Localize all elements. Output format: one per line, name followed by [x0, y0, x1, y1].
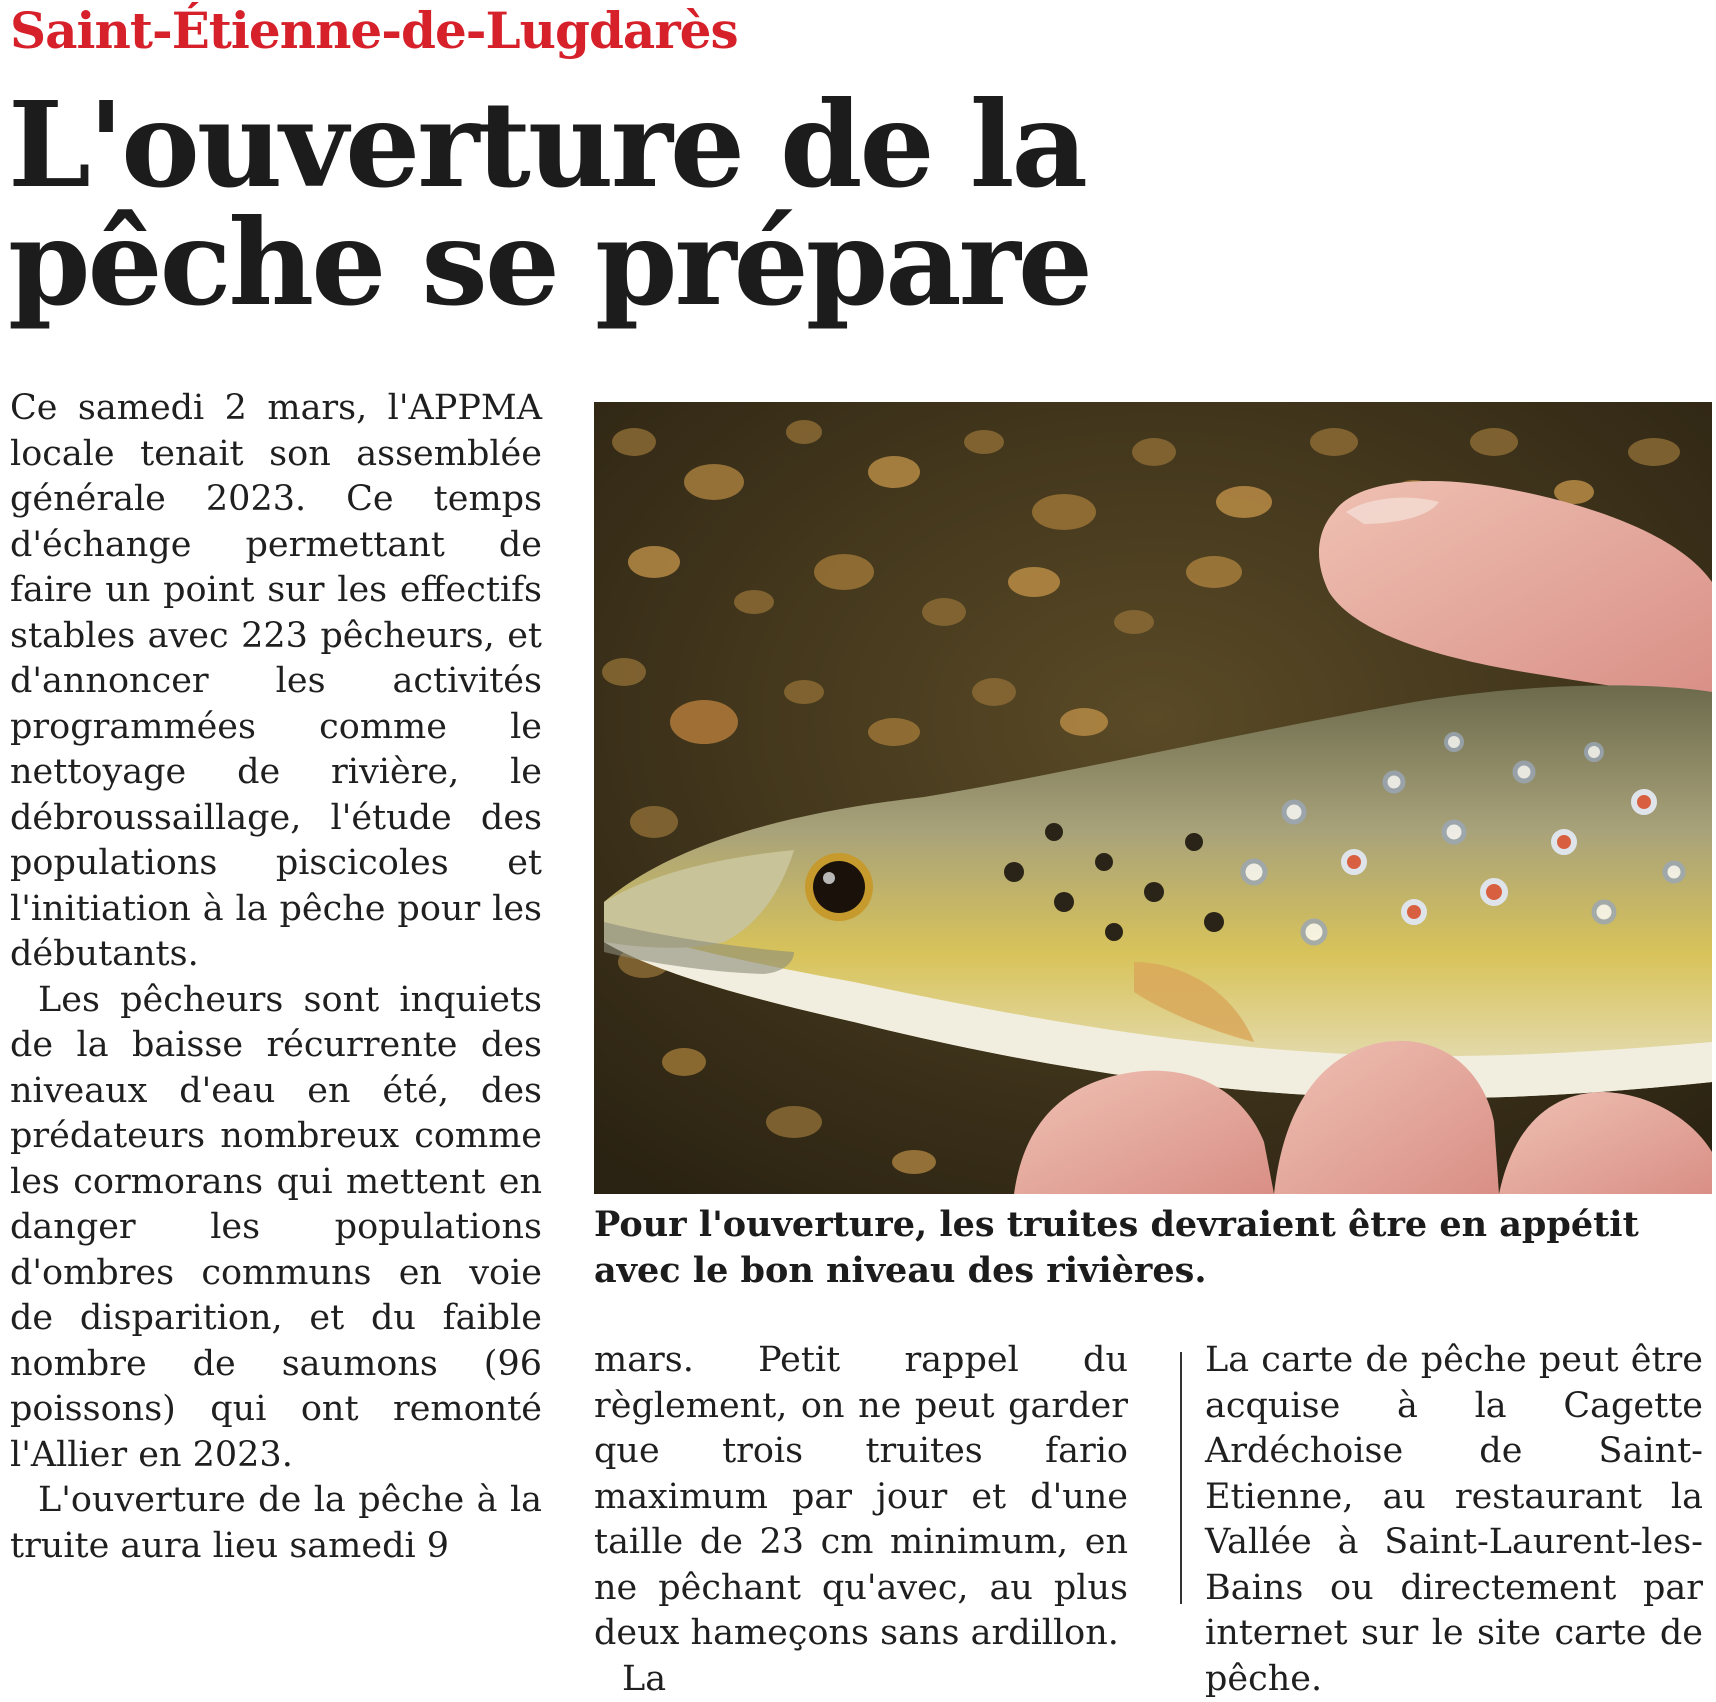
paragraph-inquietudes: Les pêcheurs sont inquiets de la baisse récurrente des niveaux d'eau en été, des prédateurs nombreux comme les cormorans qui mettent en danger les populations d'ombres communs en voie de disparition, et du faible nombre de saumons (96 poissons) qui ont remonté l'Allier en 2023. [10, 978, 542, 1479]
article-kicker-location: Saint-Étienne-de-Lugdarès [10, 6, 738, 56]
article-column-right [1205, 1338, 1703, 1702]
paragraph-carte-de-peche [594, 1657, 1128, 1702]
paragraph-carte-text: La [622, 1659, 666, 1699]
article-photo-trout [594, 402, 1712, 1194]
article-headline: L'ouverture de la pêche se prépare [8, 86, 1268, 322]
paragraph-carte-continued: La carte de pêche peut être acquise à la Cagette Ardéchoise de Saint-Etienne, au restaurant la Vallée à Saint-Laurent-les-Bains ou directement par internet sur le site carte de pêche. [1205, 1338, 1703, 1702]
paragraph-ouverture [10, 1478, 542, 1569]
trout-eye [805, 853, 873, 921]
trout-photo-illustration [594, 402, 1712, 1194]
paragraph-ouverture-text: L'ouverture de la pêche à la truite aura lieu samedi 9 [10, 1480, 542, 1566]
photo-caption: Pour l'ouverture, les truites devraient être en appétit avec le bon niveau des rivières. [594, 1202, 1706, 1294]
paragraph-ouverture-continued: mars. Petit rappel du règlement, on ne peut garder que trois truites fario maximum par jour et d'une taille de 23 cm minimum, en ne pêchant qu'avec, au plus deux hameçons sans ardillon. [594, 1338, 1128, 1657]
article-column-left [10, 386, 542, 1569]
article-column-middle [594, 1338, 1128, 1702]
column-divider [1180, 1352, 1182, 1604]
paragraph-assemblee: Ce samedi 2 mars, l'APPMA locale tenait son assemblée générale 2023. Ce temps d'échange permettant de faire un point sur les effectifs stables avec 223 pêcheurs, et d'annoncer les activités programmées comme le nettoyage de rivière, le débroussaillage, l'étude des populations piscicoles et l'initiation à la pêche pour les débutants. [10, 386, 542, 978]
